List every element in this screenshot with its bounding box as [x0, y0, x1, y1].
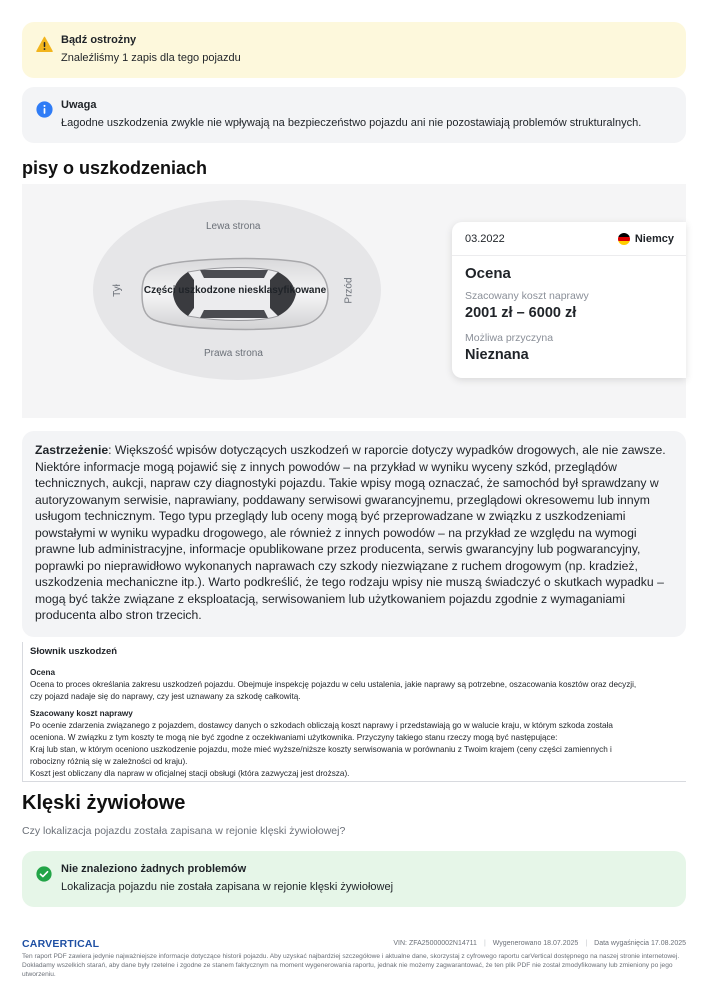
rear-label: Tył	[111, 284, 123, 297]
check-circle-icon	[36, 866, 52, 882]
repair-cost-label: Szacowany koszt naprawy	[465, 290, 589, 302]
record-divider	[452, 255, 686, 256]
record-heading: Ocena	[465, 265, 511, 282]
vin-number: VIN: ZFA25000002N14711	[393, 940, 477, 947]
meta-separator: |	[483, 940, 486, 947]
record-country	[618, 233, 674, 245]
damage-section-title: pisy o uszkodzeniach	[22, 158, 208, 178]
disclaimer-box	[22, 431, 686, 637]
glossary-line: robocizny różnią się w zależności od kraju).	[30, 757, 188, 766]
glossary-term: Ocena	[30, 668, 56, 677]
info-title: Uwaga	[61, 99, 97, 111]
expiry-date: Data wygaśnięcia 17.08.2025	[594, 940, 686, 947]
no-problems-text: Lokalizacja pojazdu nie została zapisana w rejonie klęski żywiołowej	[61, 881, 394, 893]
info-alert	[22, 87, 686, 143]
left-side-label: Lewa strona	[206, 221, 261, 232]
disclaimer-label: Zastrzeżenie	[35, 443, 109, 457]
damage-record-card	[452, 222, 686, 378]
glossary-line: oceniona. W związku z tym koszty te mogą nie być zgodne z oczekiwaniami użytkownika. Przyczyny takiego stanu rzeczy mogą być następujące:	[30, 733, 558, 742]
record-country-name: Niemcy	[634, 233, 674, 245]
meta-separator: |	[585, 940, 588, 947]
record-date: 03.2022	[465, 233, 505, 245]
warning-text: Znaleźliśmy 1 zapis dla tego pojazdu	[61, 52, 241, 64]
glossary-line: Po ocenie zdarzenia związanego z pojazdem, dostawcy danych o szkodach obliczają koszt naprawy i przedstawiają go w walucie kraju, w którym szkoda została	[30, 721, 613, 730]
glossary-title: Słownik uszkodzeń	[30, 646, 118, 657]
disaster-question: Czy lokalizacja pojazdu została zapisana w rejonie klęski żywiołowej?	[22, 825, 346, 837]
warning-triangle-icon	[36, 36, 53, 53]
disaster-section-title: Klęski żywiołowe	[22, 792, 186, 814]
report-meta	[393, 940, 686, 947]
car-damage-label: Części uszkodzone niesklasyfikowane	[143, 285, 327, 296]
glossary-term: Szacowany koszt naprawy	[30, 709, 133, 718]
cause-label: Możliwa przyczyna	[465, 332, 554, 344]
info-icon	[36, 101, 53, 118]
front-label: Przód	[343, 277, 355, 304]
no-problems-alert	[22, 851, 686, 907]
warning-title: Bądź ostrożny	[61, 34, 137, 46]
disclaimer-text: : Większość wpisów dotyczących uszkodzeń w raporcie dotyczy wypadków drogowych, ale nie zawsze. Niektóre informacje mogą pojawić się z innych powodów – na przykład w wyniku wyceny szkód, przeglądów technicznych, aukcji, napraw czy diagnostyki pojazdu. Takie wpisy mogą oznaczać, że samochód był sprawdzany w autoryzowanym serwisie, naprawiany, poddawany serwisowi gwarancyjnemu, przeglądowi okresowemu lub innym usługom technicznym. Tego typu przeglądy lub oceny mogą być przeprowadzane w związku z uszkodzeniami powstałymi w wyniku wypadku drogowego, ale również z innych powodów – na przykład ze względu na wymogi prawne lub administracyjne, informacje opublikowane przez producenta, serwis gwarancyjny lub pogwarancyjny, poprawki po nieprawidłowo wykonanych naprawach czy szkody niezwiązane z ruchem drogowym (np. kradzież, uszkodzenia mechaniczne itp.). Warto podkreślić, że tego rodzaju wpisy nie muszą świadczyć o skutkach wypadku – mogą być także związane z eksploatacją, serwisowaniem lub użytkowaniem pojazdu zgodnie z wymaganiami producenta albo stron trzecich.	[35, 443, 666, 622]
germany-flag-icon	[618, 233, 630, 245]
generated-date: Wygenerowano 18.07.2025	[492, 940, 579, 947]
carvertical-logo: CARVERTICAL	[22, 938, 100, 950]
repair-cost-value: 2001 zł – 6000 zł	[465, 305, 577, 321]
right-side-label: Prawa strona	[204, 348, 263, 359]
glossary-line: czy pojazd nadaje się do naprawy, czy jest uznawany za szkodę całkowitą.	[30, 692, 301, 701]
glossary-line: Ocena to proces określania zakresu uszkodzeń pojazdu. Obejmuje inspekcję pojazdu w celu ustalenia, jakie naprawy są potrzebne, oszacowania kosztów oraz decyzji,	[30, 680, 637, 689]
glossary-line: Kraj lub stan, w którym oceniono uszkodzenie pojazdu, może mieć wyższe/niższe koszty serwisowania w porównaniu z Twoim krajem (ceny części zamiennych i	[30, 745, 612, 754]
damage-glossary	[22, 642, 686, 782]
footer-note: Ten raport PDF zawiera jedynie najważniejsze informacje dotyczące historii pojazdu. Aby uzyskać najbardziej szczegółowe i aktualne dane, skorzystaj z cyfrowego raportu carVertical dostępnego na naszej stronie internetowej. Dokładamy wszelkich starań, aby dane były rzetelne i zgodne ze stanem faktycznym na moment wygenerowania raportu, jednak nie możemy zagwarantować, że ten plik PDF nie został zmodyfikowany lub zmieniony po jego utworzeniu.	[22, 953, 680, 978]
no-problems-title: Nie znaleziono żadnych problemów	[61, 863, 247, 875]
glossary-line: Koszt jest obliczany dla napraw w oficjalnej stacji obsługi (która zazwyczaj jest droższa).	[30, 769, 350, 778]
warning-alert	[22, 22, 686, 78]
info-text: Łagodne uszkodzenia zwykle nie wpływają na bezpieczeństwo pojazdu ani nie pozostawiają problemów strukturalnych.	[61, 117, 642, 129]
cause-value: Nieznana	[465, 347, 529, 363]
